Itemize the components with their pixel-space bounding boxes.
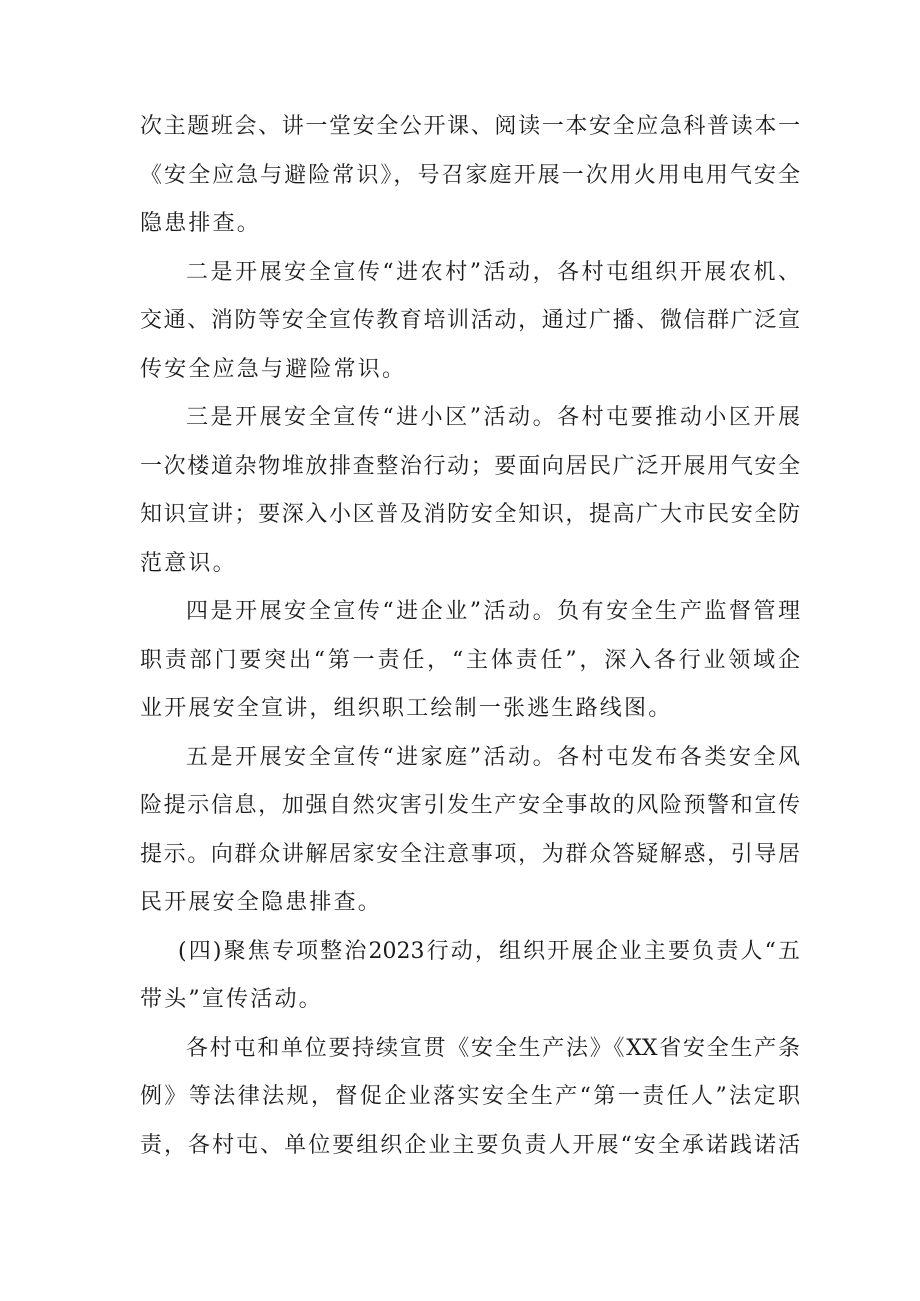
text-line: 提示。向群众讲解居家安全注意事项，为群众答疑解惑，引导居: [140, 841, 800, 867]
text-line: 四是开展安全宣传“进企业”活动。负有安全生产监督管理: [186, 599, 800, 624]
text-line: 带头”宣传活动。: [140, 987, 323, 1012]
text-line: 各村屯和单位要持续宣贯《安全生产法》《XX省安全生产条: [186, 1035, 800, 1061]
text-line: 三是开展安全宣传“进小区”活动。各村屯要推动小区开展: [186, 405, 800, 430]
section-heading-4: [140, 928, 800, 1025]
text-line: 险提示信息，加强自然灾害引发生产安全事故的风险预警和宣传: [140, 793, 800, 818]
text-line: 交通、消防等安全宣传教育培训活动，通过广播、微信群广泛宣: [140, 308, 800, 333]
text-line: 范意识。: [140, 550, 237, 576]
text-line: 传安全应急与避险常识。: [140, 356, 407, 382]
text-line: 知识宣讲；要深入小区普及消防安全知识，提高广大市民安全防: [140, 502, 800, 527]
text-line: 职责部门要突出“第一责任，“主体责任”，深入各行业领域企: [140, 647, 800, 673]
text-line: 《安全应急与避险常识》，号召家庭开展一次用火用电用气安全: [140, 162, 800, 188]
text-line: 业开展安全宣讲，组织职工绘制一张逃生路线图。: [140, 696, 673, 721]
paragraph-continuation: [140, 103, 800, 249]
text-line: 五是开展安全宣传“进家庭”活动。各村屯发布各类安全风: [186, 744, 800, 770]
text-line: 例》等法律法规，督促企业落实安全生产“第一责任人”法定职: [140, 1084, 800, 1109]
document-body: [140, 103, 800, 1170]
paragraph-enterprise-campaign: [140, 588, 800, 734]
paragraph-community-campaign: [140, 394, 800, 588]
text-line: 民开展安全隐患排查。: [140, 890, 383, 915]
text-line: 责，各村屯、单位要组织企业主要负责人开展“安全承诺践诺活: [140, 1132, 800, 1158]
text-line: 二是开展安全宣传“进农村”活动，各村屯组织开展农机、: [186, 259, 800, 285]
text-line: 次主题班会、讲一堂安全公开课、阅读一本安全应急科普读本一: [140, 114, 800, 139]
text-line: (四)聚焦专项整治2023行动，组织开展企业主要负责人“五: [178, 938, 800, 964]
paragraph-family-campaign: [140, 734, 800, 928]
paragraph-rural-campaign: [140, 249, 800, 395]
text-line: 一次楼道杂物堆放排查整治行动；要面向居民广泛开展用气安全: [140, 453, 800, 479]
text-line: 隐患排查。: [140, 211, 262, 236]
paragraph-law-promotion: [140, 1025, 800, 1171]
